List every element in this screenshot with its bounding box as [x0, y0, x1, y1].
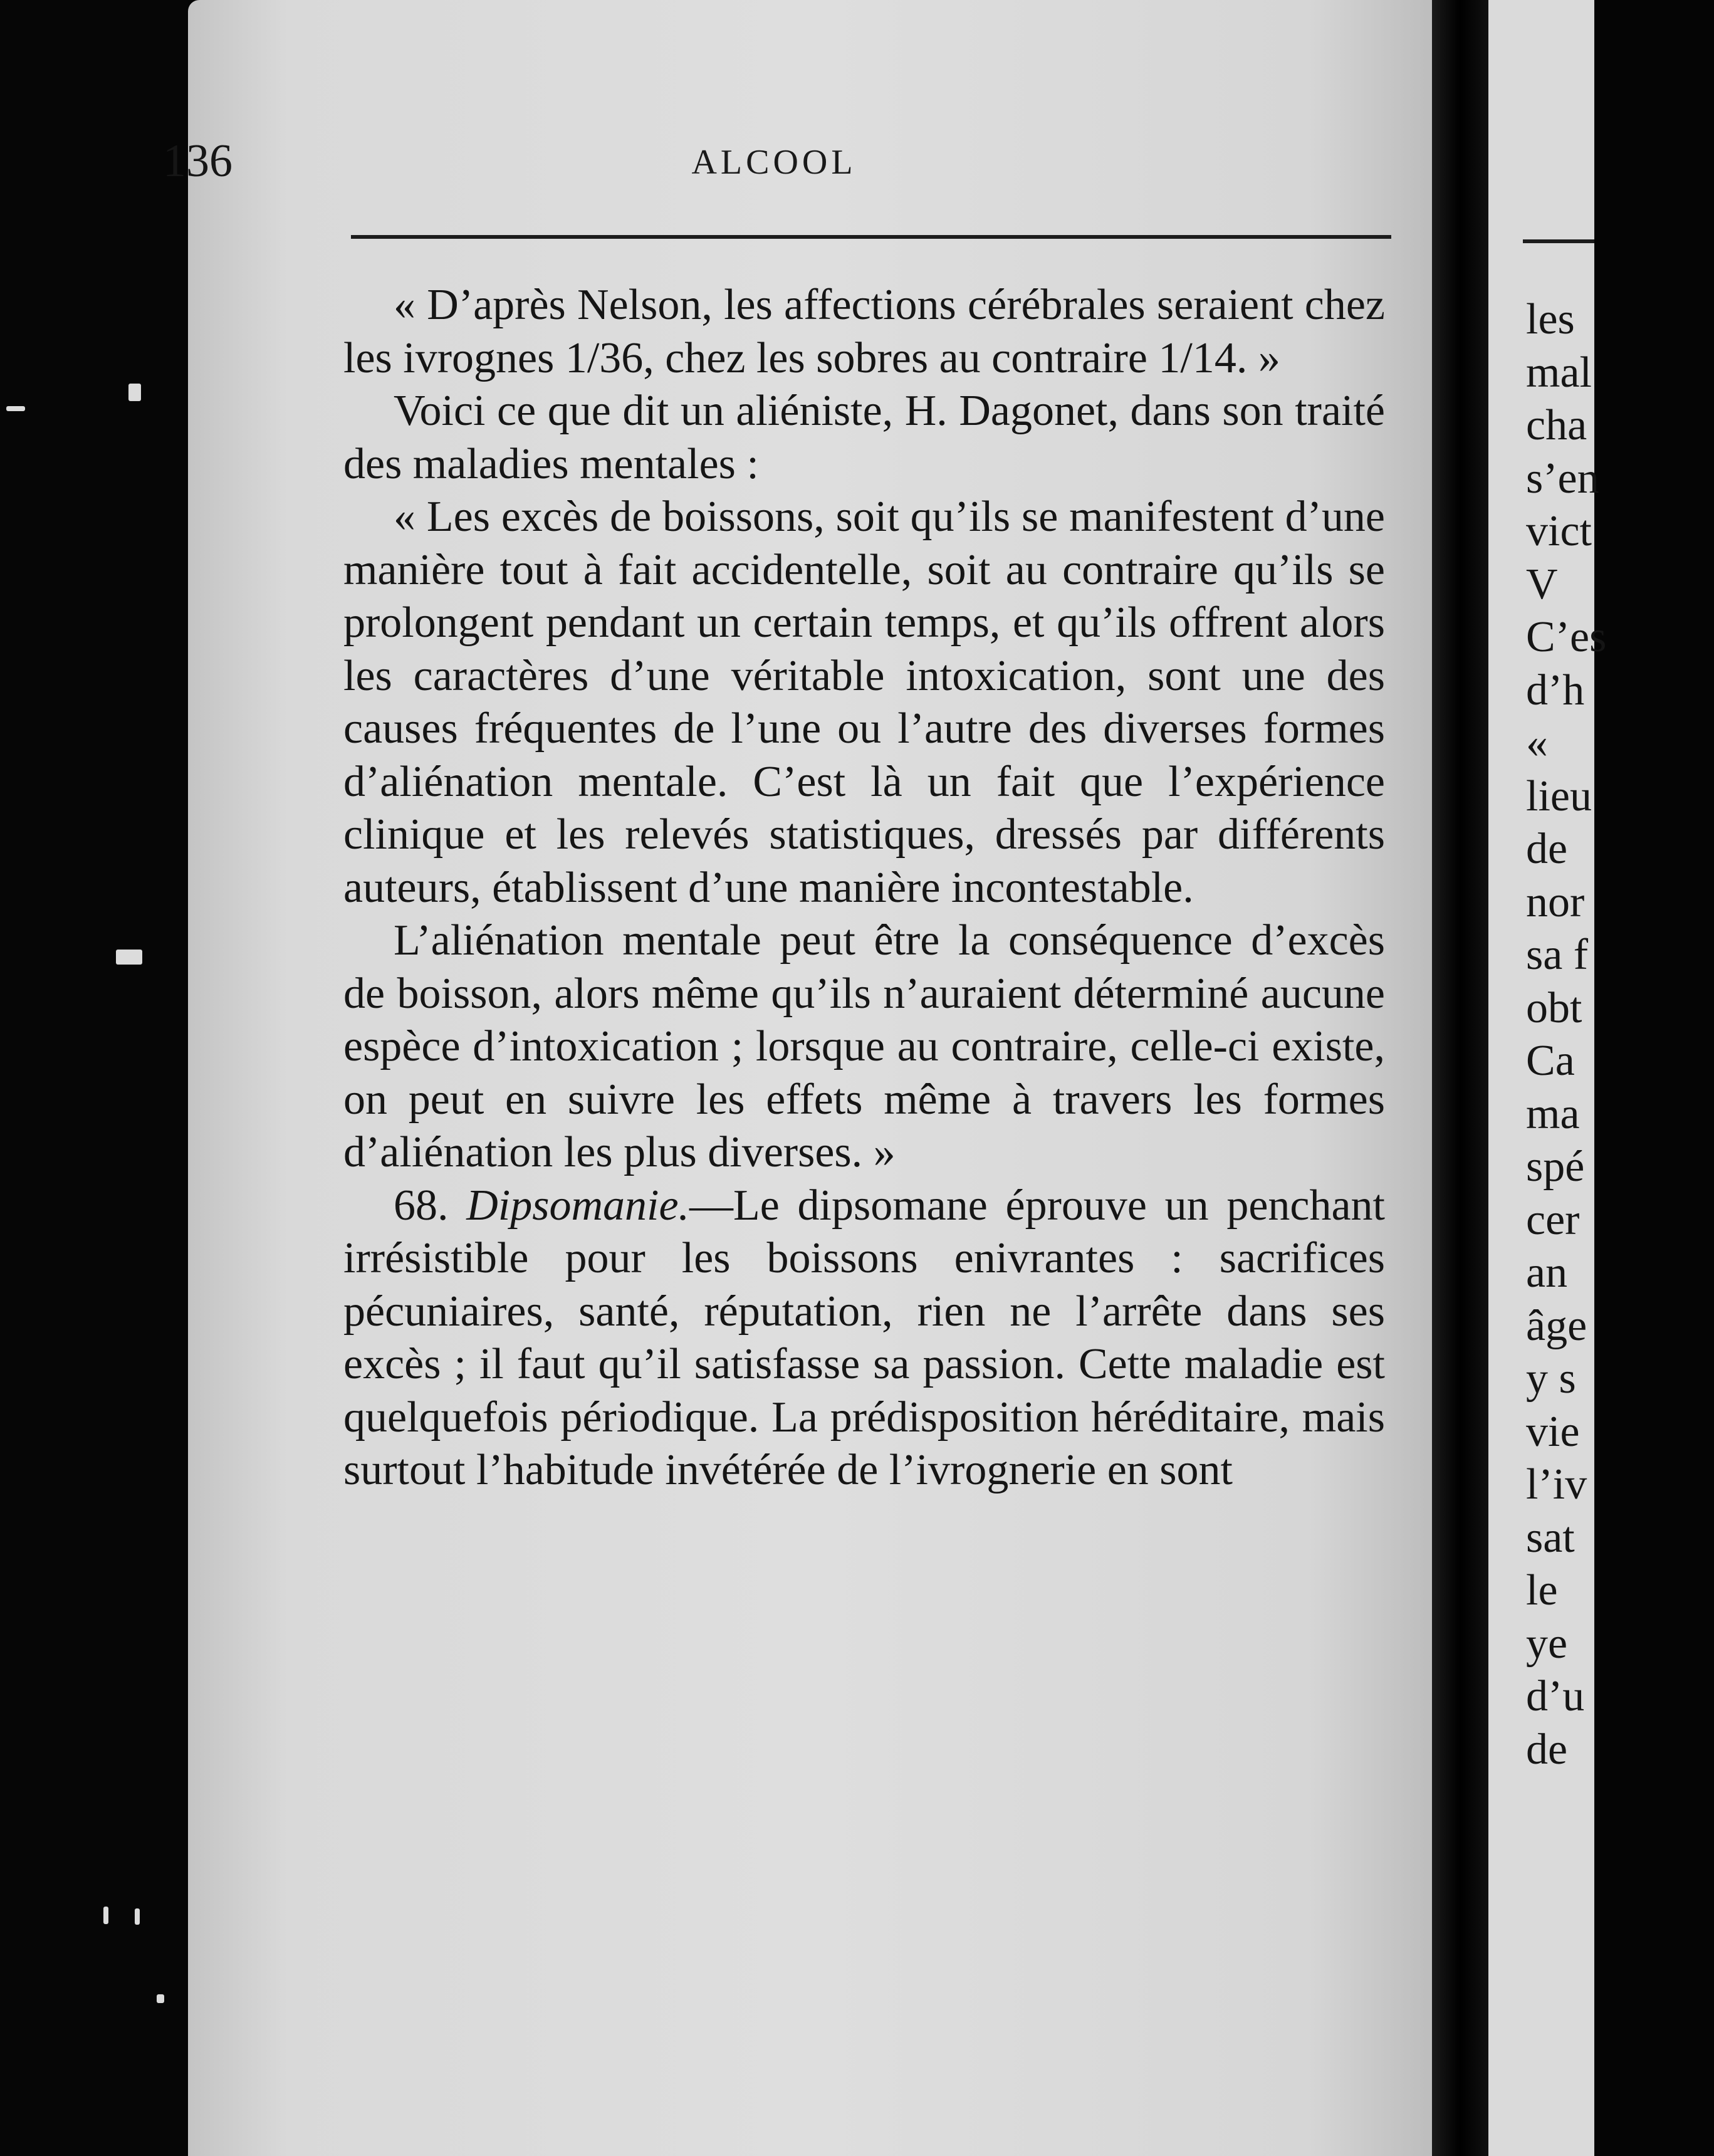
facing-header-rule: [1523, 239, 1594, 243]
scan-speck: [128, 384, 141, 401]
facing-line-fragment: d’h: [1526, 666, 1585, 714]
page-number: 136: [163, 135, 233, 187]
scan-left-margin: [0, 0, 188, 2156]
facing-page-text: [1526, 293, 1714, 1776]
facing-page: [1488, 0, 1607, 2156]
facing-line-fragment: Ca: [1526, 1037, 1575, 1085]
scan-speck: [157, 1994, 164, 2003]
facing-line-fragment: d’u: [1526, 1672, 1585, 1720]
facing-line-fragment: V: [1526, 560, 1558, 609]
scan-speck: [116, 950, 142, 965]
facing-line-fragment: de: [1526, 825, 1568, 873]
scan-speck: [103, 1907, 108, 1924]
facing-line-fragment: l’iv: [1526, 1460, 1587, 1509]
facing-line-fragment: vie: [1526, 1407, 1580, 1456]
running-head: [163, 135, 1385, 191]
facing-line-fragment: le: [1526, 1566, 1558, 1614]
scan-speck: [135, 1908, 140, 1925]
facing-line-fragment: cha: [1526, 401, 1587, 449]
facing-line-fragment: mal: [1526, 348, 1592, 397]
book-gutter: [1432, 0, 1488, 2156]
facing-line-fragment: cer: [1526, 1195, 1580, 1244]
facing-line-fragment: âge: [1526, 1301, 1587, 1350]
facing-line-fragment: de: [1526, 1725, 1568, 1774]
paragraph-nelson-quote: « D’après Nelson, les affections cérébrales seraient chez les ivrognes 1/36, chez les sobres au contraire 1/14. »: [343, 281, 1385, 382]
facing-line-fragment: nor: [1526, 877, 1585, 926]
facing-line-fragment: lieu: [1526, 772, 1592, 820]
facing-line-fragment: an: [1526, 1248, 1568, 1297]
page-body: [343, 279, 1385, 1497]
facing-line-fragment: sat: [1526, 1513, 1575, 1562]
paragraph-dagonet-quote-2: L’aliénation mentale peut être la conséquence d’excès de boisson, alors même qu’ils n’auraient déterminé aucune espèce d’intoxication ; lorsque au contraire, celle-ci existe, on peut en suivre les effets même à travers les formes d’aliénation les plus diverses. »: [343, 916, 1385, 1176]
facing-line-fragment: obt: [1526, 983, 1582, 1032]
section-title: Dipsomanie.: [466, 1181, 690, 1230]
facing-line-fragment: vict: [1526, 507, 1592, 555]
facing-line-fragment: s’en: [1526, 454, 1599, 503]
paragraph-dagonet-intro: Voici ce que dit un aliéniste, H. Dagonet, dans son traité des maladies mentales :: [343, 387, 1385, 488]
facing-line-fragment: ye: [1526, 1619, 1568, 1668]
section-number: 68.: [394, 1181, 449, 1230]
section-text: —Le dipsomane éprouve un penchant irrésistible pour les boissons enivrantes : sacrifices pécuniaires, santé, réputation, rien ne l’arrête dans ses excès ; il faut qu’il satisfasse sa passion. Cette maladie est quelquefois périodique. La prédisposition héréditaire, mais surtout l’habitude invétérée de l’ivrognerie en sont: [343, 1181, 1386, 1494]
scan-speck: [6, 406, 25, 411]
paragraph-section-68: [343, 1180, 1385, 1497]
facing-line-fragment: ma: [1526, 1089, 1580, 1138]
facing-line-fragment: les: [1526, 295, 1575, 343]
facing-line-fragment: C’es: [1526, 613, 1607, 661]
running-title: ALCOOL: [691, 143, 857, 182]
header-rule: [351, 235, 1391, 239]
facing-line-fragment: spé: [1526, 1143, 1585, 1191]
facing-line-fragment: «: [1526, 719, 1548, 767]
paragraph-dagonet-quote-1: « Les excès de boissons, soit qu’ils se manifestent d’une manière tout à fait accidentelle, soit au contraire qu’ils se prolongent pendant un certain temps, et qu’ils offrent alors les caractères d’une véritable intoxication, sont une des causes fréquentes de l’une ou l’autre des diverses formes d’aliénation mentale. C’est là un fait que l’expérience clinique et les relevés statistiques, dressés par différents auteurs, établissent d’une manière incontestable.: [343, 493, 1385, 912]
facing-line-fragment: y s: [1526, 1354, 1576, 1403]
facing-line-fragment: sa f: [1526, 931, 1589, 979]
